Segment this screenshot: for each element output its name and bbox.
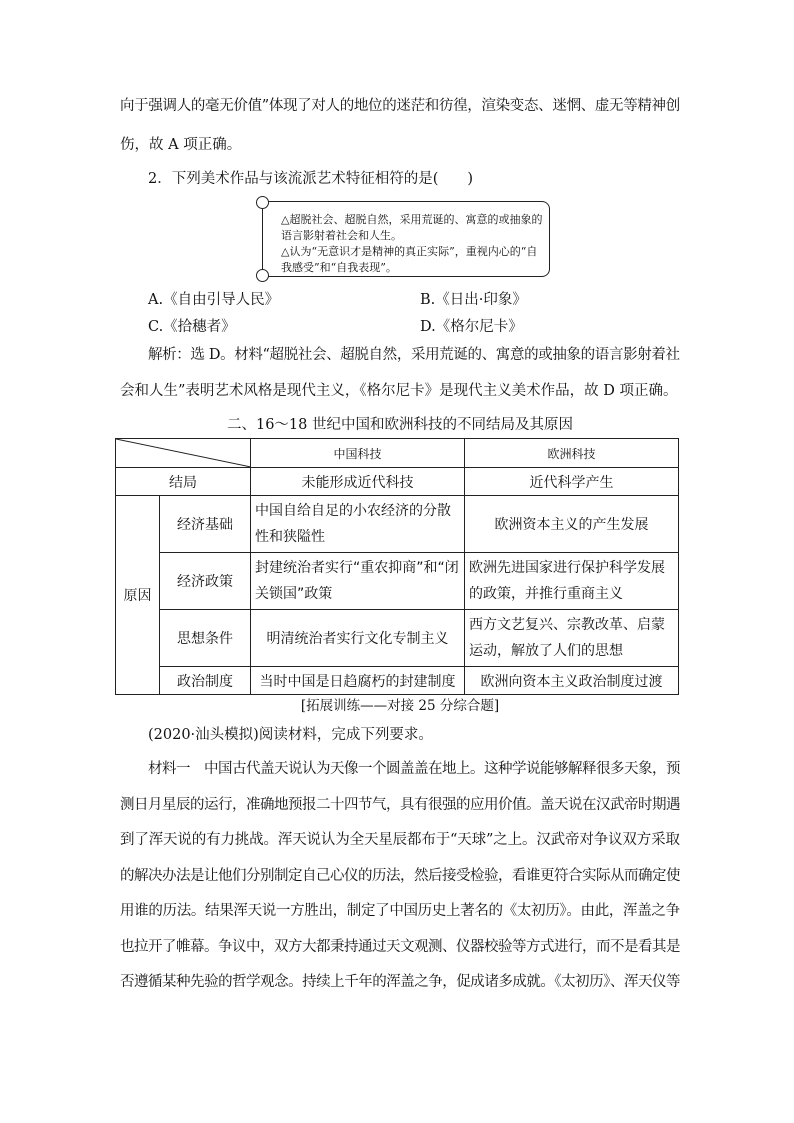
material-line: 到了浑天说的有力挑战。浑天说认为全天星辰都布于“天球”之上。汉武帝对争议双方采取	[120, 832, 680, 848]
table-row	[116, 610, 679, 667]
material-line: 测日月星辰的运行，准确地预报二十四节气，具有很强的应用价值。盖天说在汉武帝时期遇	[120, 797, 680, 813]
text-line: 向于强调人的毫无价值”体现了对人的地位的迷茫和彷徨，渲染变态、迷惘、虚无等精神创	[120, 98, 680, 114]
option-d: D.《格尔尼卡》	[420, 319, 523, 335]
result-china: 未能形成近代科技	[251, 468, 465, 496]
scroll-line: △认为“无意识才是精神的真正实际”，重视内心的“自我感受”和“自我表现”。	[281, 245, 538, 274]
row-label: 经济政策	[160, 553, 251, 610]
scroll-text	[281, 212, 543, 276]
section-title: 二、16～18 世纪中国和欧洲科技的不同结局及其原因	[226, 417, 573, 433]
row-china: 中国自给自足的小农经济的分散性和狭隘性	[251, 496, 465, 553]
header-europe: 欧洲科技	[465, 439, 679, 468]
material-line: 的解决办法是让他们分别制定自己心仪的历法，然后接受检验，看谁更符合实际从而确定使	[120, 868, 680, 884]
scroll-curl-icon	[256, 196, 269, 209]
extension-intro: (2020·汕头模拟)阅读材料，完成下列要求。	[148, 727, 433, 743]
diagonal-header-cell	[116, 439, 251, 468]
row-label: 政治制度	[160, 667, 251, 695]
result-europe: 近代科学产生	[465, 468, 679, 496]
material-line: 用谁的历法。结果浑天说一方胜出，制定了中国历史上著名的《太初历》。由此，浑盖之争	[120, 903, 680, 919]
row-europe: 欧洲先进国家进行保护科学发展的政策，并推行重商主义	[465, 553, 679, 610]
table-row	[116, 553, 679, 610]
row-china: 封建统治者实行“重农抑商”和“闭关锁国”政策	[251, 553, 465, 610]
analysis-line: 会和人生”表明艺术风格是现代主义，《格尔尼卡》是现代主义美术作品，故 D 项正确。	[120, 383, 678, 399]
comparison-table	[115, 438, 679, 695]
material-scroll	[262, 201, 550, 277]
row-label: 经济基础	[160, 496, 251, 553]
table-row	[116, 667, 679, 695]
table-row	[116, 468, 679, 496]
material-line: 否遵循某种先验的哲学观念。持续上千年的浑盖之争，促成诸多成就。《太初历》、浑天仪等	[120, 974, 680, 990]
row-europe: 西方文艺复兴、宗教改革、启蒙运动，解放了人们的思想	[465, 610, 679, 667]
option-a: A.《自由引导人民》	[148, 292, 280, 308]
extension-title: [拓展训练——对接 25 分综合题]	[300, 698, 500, 714]
material-line: 材料一 中国古代盖天说认为天像一个圆盖盖在地上。这种学说能够解释很多天象，预	[148, 761, 680, 777]
question-stem: 2．下列美术作品与该流派艺术特征相符的是( )	[148, 171, 474, 187]
analysis-line: 解析：选 D。材料“超脱社会、超脱自然，采用荒诞的、寓意的或抽象的语言影射着社	[148, 347, 680, 363]
scroll-curl-icon	[256, 269, 269, 282]
row-china: 明清统治者实行文化专制主义	[251, 610, 465, 667]
table-header-row	[116, 439, 679, 468]
reason-label: 原因	[116, 496, 160, 695]
row-europe: 欧洲向资本主义政治制度过渡	[465, 667, 679, 695]
diagonal-line	[116, 439, 251, 467]
row-china: 当时中国是日趋腐朽的封建制度	[251, 667, 465, 695]
result-label: 结局	[116, 468, 251, 496]
option-b: B.《日出·印象》	[420, 292, 527, 308]
table-row	[116, 496, 679, 553]
material-line: 也拉开了帷幕。争议中，双方大都秉持通过天文观测、仪器校验等方式进行，而不是看其是	[120, 939, 680, 955]
text-line: 伤，故 A 项正确。	[120, 137, 242, 153]
header-china: 中国科技	[251, 439, 465, 468]
option-c: C.《拾穗者》	[148, 319, 236, 335]
row-europe: 欧洲资本主义的产生发展	[465, 496, 679, 553]
scroll-line: △超脱社会、超脱自然，采用荒诞的、寓意的或抽象的语言影射着社会和人生。	[281, 213, 543, 242]
row-label: 思想条件	[160, 610, 251, 667]
